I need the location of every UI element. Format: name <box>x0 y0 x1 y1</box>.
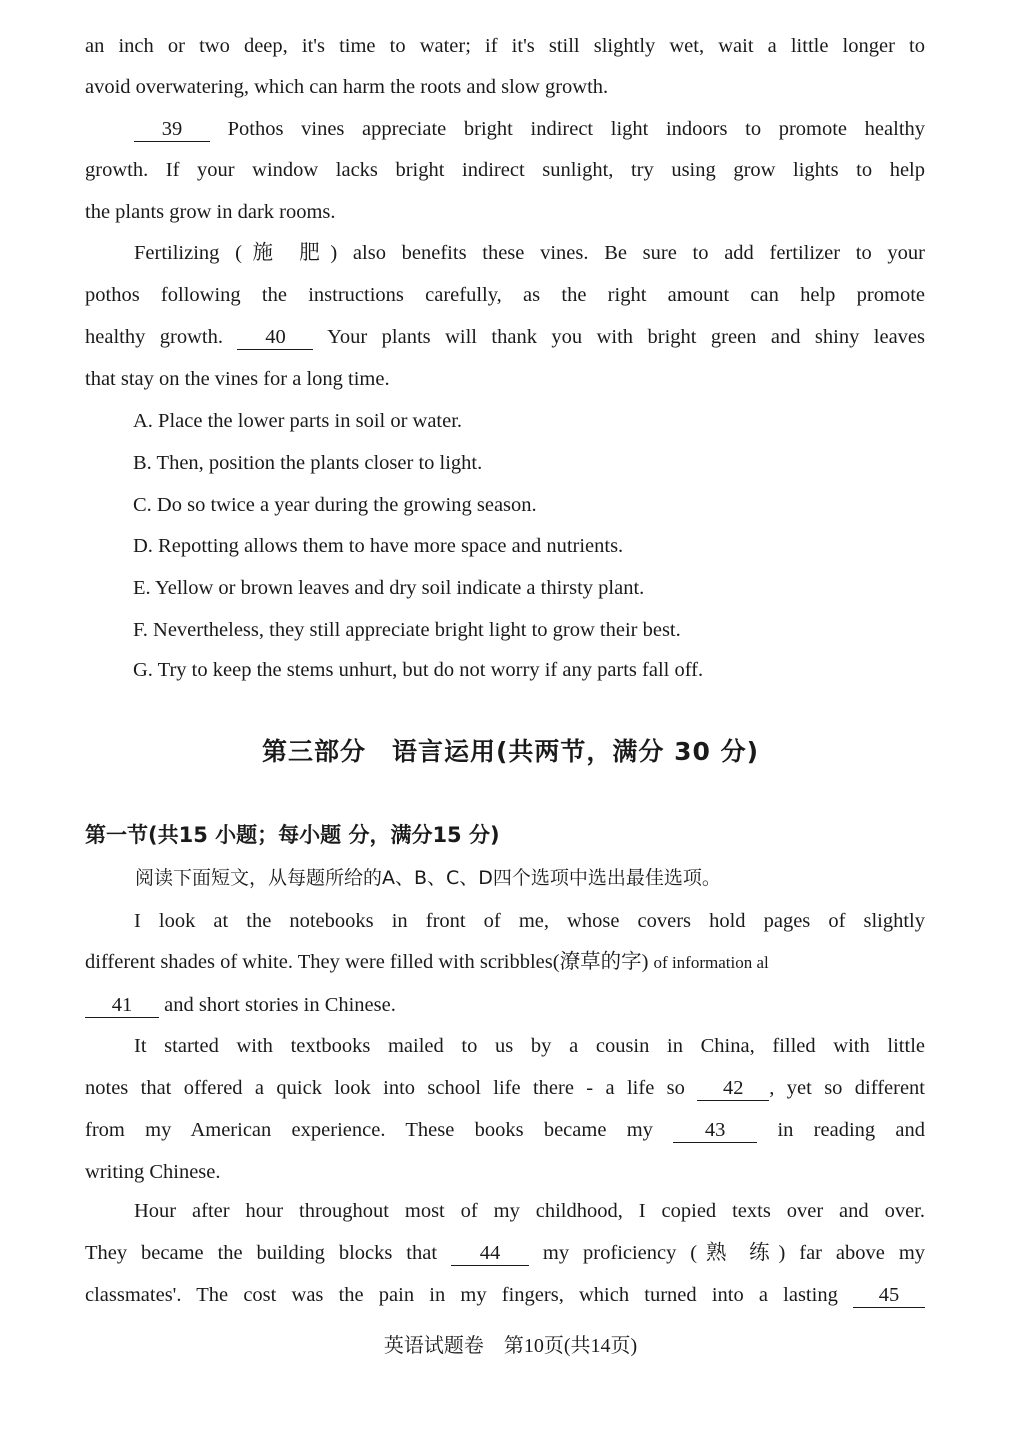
part-title: 第三部分 语言运用(共两节，满分 30 分) <box>261 737 760 766</box>
text-line: Hour after hour throughout most of my childhood, I copied texts over and over. <box>134 1200 925 1222</box>
text-span: , yet so different <box>769 1077 925 1099</box>
text-line: avoid overwatering, which can harm the roots and slow growth. <box>85 76 609 98</box>
instruction: 阅读下面短文，从每题所给的A、B、C、D四个选项中选出最佳选项。 <box>135 867 721 889</box>
text-span: and short stories in Chinese. <box>164 994 396 1016</box>
text-span: Your plants will thank you with bright green and shiny leaves <box>327 326 926 348</box>
text-span: Pothos vines appreciate bright indirect light indoors to promote healthy <box>227 118 926 140</box>
paragraph-41-line <box>85 991 925 1019</box>
text-span: notes that offered a quick look into school life there - a life so <box>85 1077 685 1099</box>
option-g: G. Try to keep the stems unhurt, but do not worry if any parts fall off. <box>133 659 704 681</box>
text-line: I look at the notebooks in front of me, whose covers hold pages of slightly <box>134 910 925 932</box>
paragraph-42-line <box>85 1074 925 1102</box>
text-span: healthy growth. <box>85 326 223 348</box>
blank-43[interactable]: 43 <box>673 1118 757 1143</box>
paragraph-45-line <box>85 1281 925 1309</box>
text-line: pothos following the instructions carefully, as the right amount can help promote <box>85 284 925 306</box>
option-b: B. Then, position the plants closer to light. <box>133 452 483 474</box>
option-a: A. Place the lower parts in soil or water. <box>133 410 463 432</box>
option-c: C. Do so twice a year during the growing season. <box>133 494 537 516</box>
page-footer: 英语试题卷 第10页(共14页) <box>383 1335 638 1357</box>
text-span: my proficiency (熟 练) far above my <box>542 1242 926 1264</box>
text-line: It started with textbooks mailed to us by a cousin in China, filled with little <box>134 1035 925 1057</box>
paragraph-44-line <box>85 1239 925 1267</box>
paragraph-40-line <box>85 323 925 351</box>
paragraph-43-line <box>85 1116 925 1144</box>
paragraph-39-line <box>134 115 925 143</box>
text-span: from my American experience. These books became my <box>85 1119 653 1141</box>
text-span: They became the building blocks that <box>85 1242 438 1264</box>
text-line: the plants grow in dark rooms. <box>85 201 336 223</box>
text-line: writing Chinese. <box>85 1161 221 1183</box>
blank-42[interactable]: 42 <box>697 1076 769 1101</box>
text-line: Fertilizing (施 肥) also benefits these vines. Be sure to add fertilizer to your <box>134 242 925 264</box>
option-d: D. Repotting allows them to have more space and nutrients. <box>133 535 624 557</box>
blank-44[interactable]: 44 <box>451 1241 529 1266</box>
blank-39[interactable]: 39 <box>134 117 210 142</box>
text-span: of information al <box>653 953 769 972</box>
text-line: growth. If your window lacks bright indirect sunlight, try using grow lights to help <box>85 159 925 181</box>
text-line: that stay on the vines for a long time. <box>85 368 390 390</box>
blank-40[interactable]: 40 <box>237 325 313 350</box>
option-f: F. Nevertheless, they still appreciate bright light to grow their best. <box>133 619 681 641</box>
blank-45[interactable]: 45 <box>853 1283 925 1308</box>
text-span: classmates'. The cost was the pain in my fingers, which turned into a lasting <box>85 1284 838 1306</box>
text-line <box>85 948 925 977</box>
blank-41[interactable]: 41 <box>85 993 159 1018</box>
text-span: different shades of white. They were filled with scribbles(潦草的字) <box>85 951 649 973</box>
text-line: an inch or two deep, it's time to water; if it's still slightly wet, wait a little longer to <box>85 35 925 57</box>
section-title: 第一节(共15 小题；每小题 分，满分15 分) <box>85 823 500 847</box>
option-e: E. Yellow or brown leaves and dry soil indicate a thirsty plant. <box>133 577 645 599</box>
text-span: in reading and <box>777 1119 926 1141</box>
